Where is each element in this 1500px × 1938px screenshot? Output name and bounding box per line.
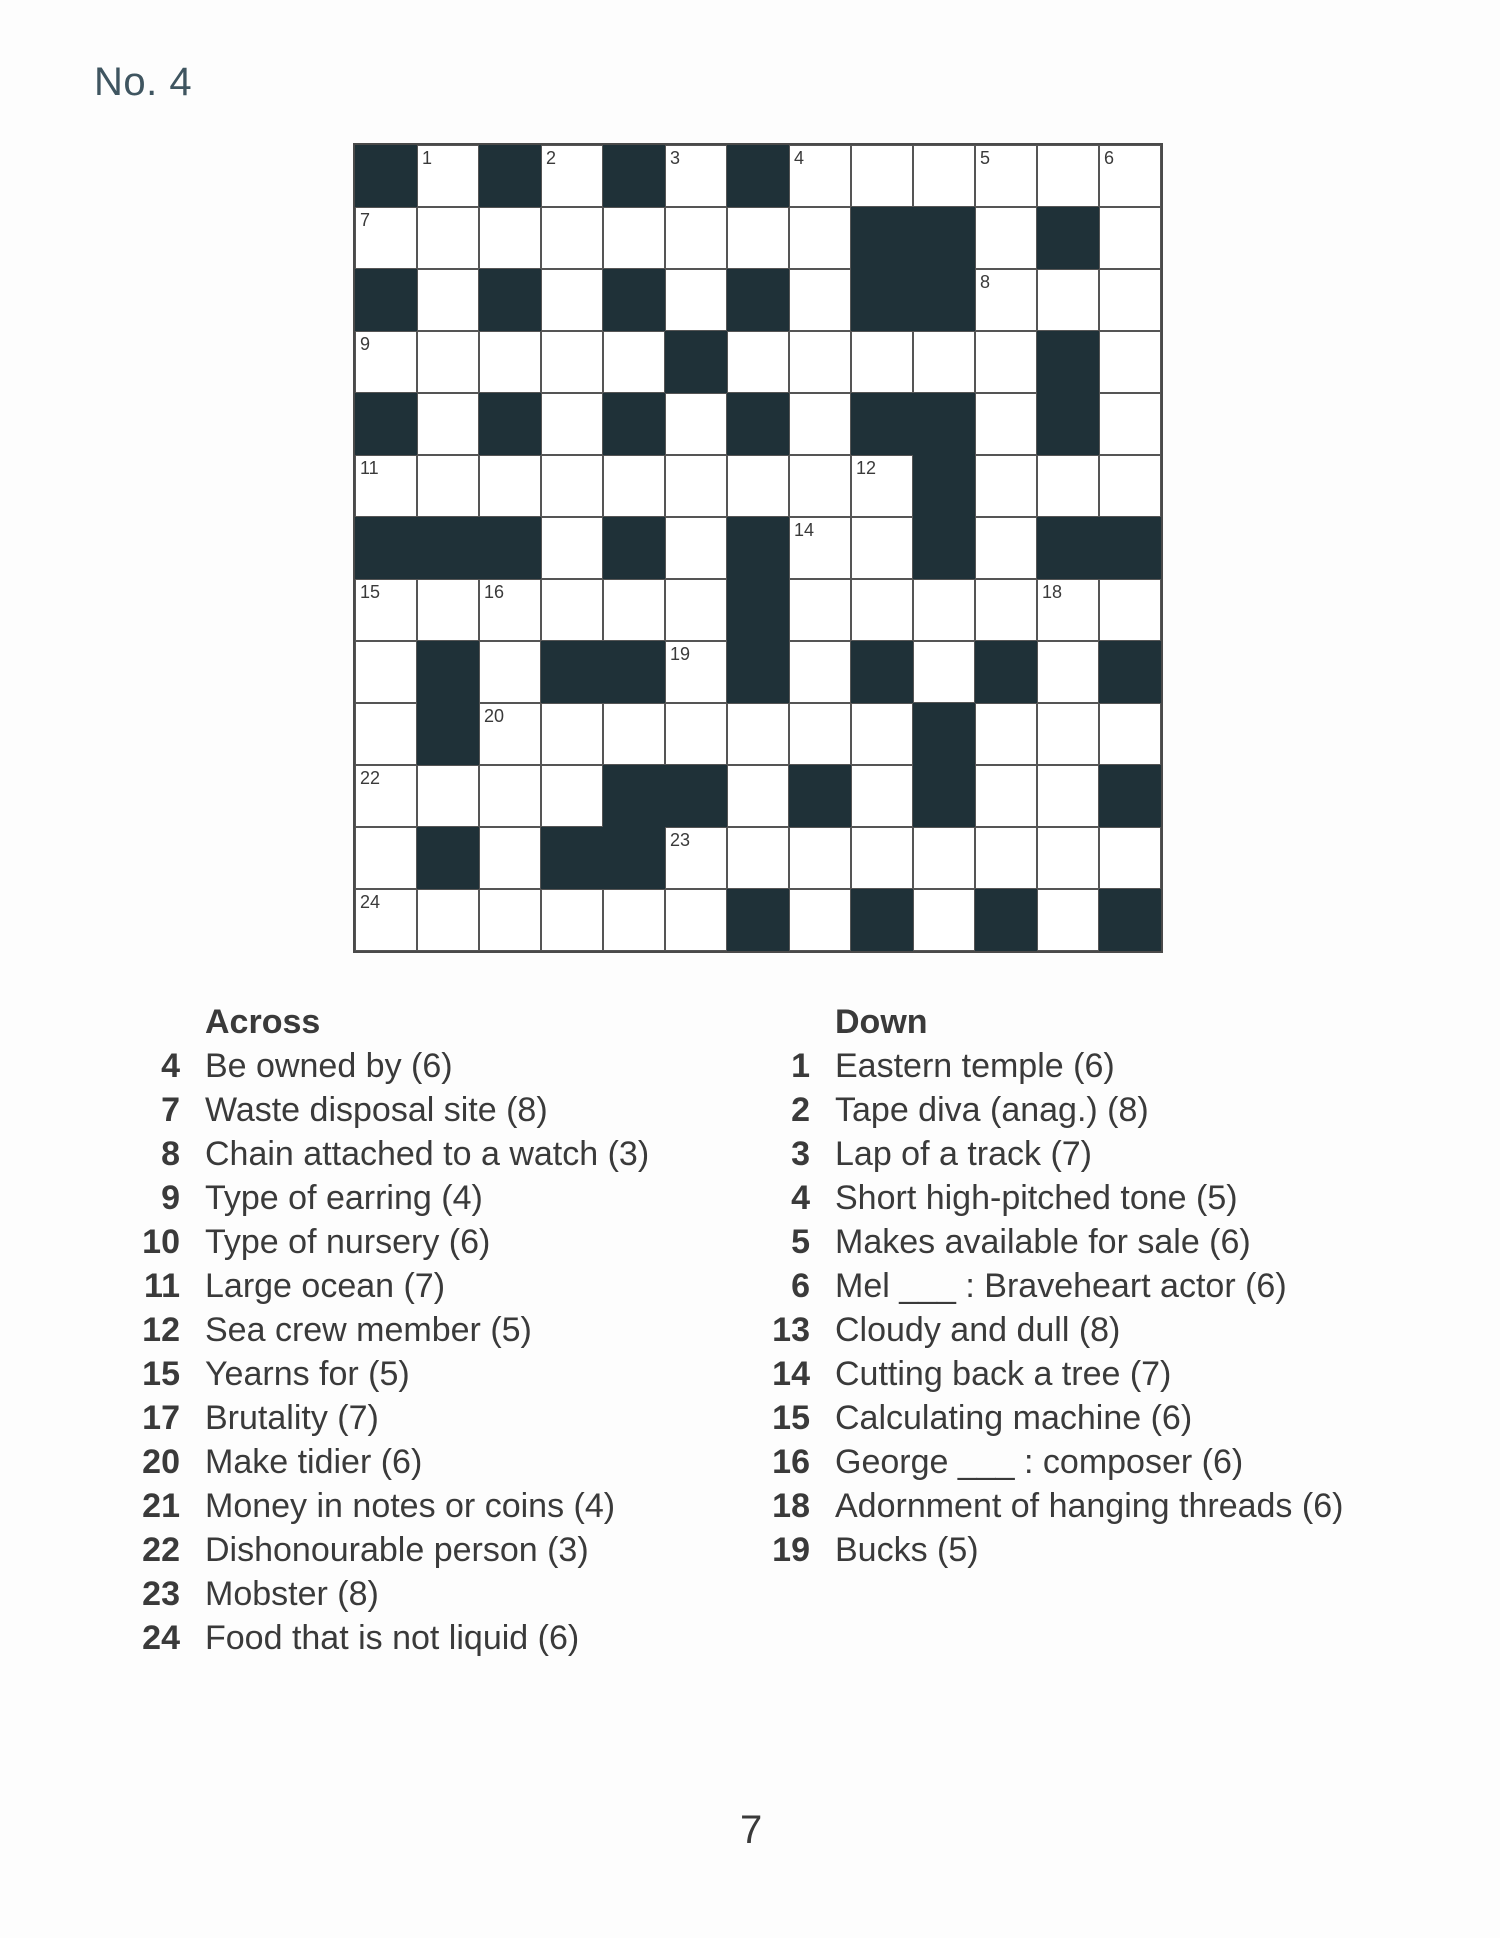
grid-cell[interactable] bbox=[975, 517, 1037, 579]
clue-number: 24 bbox=[142, 1619, 180, 1657]
across-clue bbox=[130, 1616, 690, 1660]
clue-number: 19 bbox=[772, 1531, 810, 1569]
grid-cell[interactable] bbox=[417, 331, 479, 393]
cell-number: 11 bbox=[360, 458, 379, 478]
clue-text: Food that is not liquid (6) bbox=[205, 1619, 580, 1657]
black-square bbox=[1037, 331, 1099, 393]
grid-cell[interactable] bbox=[665, 827, 727, 889]
grid-cell[interactable] bbox=[479, 889, 541, 951]
grid-cell[interactable] bbox=[789, 331, 851, 393]
grid-cell[interactable] bbox=[1099, 393, 1161, 455]
black-square bbox=[1099, 517, 1161, 579]
across-clue bbox=[130, 1176, 690, 1220]
down-clue bbox=[760, 1440, 1380, 1484]
clue-number: 16 bbox=[772, 1443, 810, 1481]
black-square bbox=[913, 207, 975, 269]
grid-cell[interactable] bbox=[727, 455, 789, 517]
grid-cell[interactable] bbox=[355, 889, 417, 951]
clue-number: 1 bbox=[791, 1047, 810, 1085]
grid-cell[interactable] bbox=[851, 455, 913, 517]
grid-cell[interactable] bbox=[479, 455, 541, 517]
grid-cell[interactable] bbox=[665, 145, 727, 207]
cell-number: 24 bbox=[360, 892, 381, 912]
black-square bbox=[603, 145, 665, 207]
black-square bbox=[913, 703, 975, 765]
grid-cell[interactable] bbox=[541, 393, 603, 455]
grid-cell[interactable] bbox=[479, 641, 541, 703]
grid-cell[interactable] bbox=[665, 579, 727, 641]
down-clue bbox=[760, 1264, 1380, 1308]
grid-cell[interactable] bbox=[1037, 827, 1099, 889]
across-clue bbox=[130, 1484, 690, 1528]
clue-text: Tape diva (anag.) (8) bbox=[835, 1091, 1149, 1129]
grid-cell[interactable] bbox=[603, 579, 665, 641]
page-number: 7 bbox=[740, 1808, 763, 1852]
cell-number: 18 bbox=[1042, 582, 1063, 602]
clue-text: Money in notes or coins (4) bbox=[205, 1487, 616, 1525]
grid-cell[interactable] bbox=[541, 145, 603, 207]
clue-number: 11 bbox=[144, 1267, 180, 1305]
grid-cell[interactable] bbox=[975, 145, 1037, 207]
black-square bbox=[1037, 393, 1099, 455]
black-square bbox=[603, 269, 665, 331]
grid-cell[interactable] bbox=[479, 579, 541, 641]
across-clue bbox=[130, 1572, 690, 1616]
grid-cell[interactable] bbox=[789, 455, 851, 517]
down-clue bbox=[760, 1352, 1380, 1396]
grid-cell[interactable] bbox=[603, 703, 665, 765]
black-square bbox=[789, 765, 851, 827]
clue-text: Makes available for sale (6) bbox=[835, 1223, 1251, 1261]
black-square bbox=[603, 827, 665, 889]
black-square bbox=[913, 269, 975, 331]
grid-cell[interactable] bbox=[665, 269, 727, 331]
grid-cell[interactable] bbox=[789, 517, 851, 579]
grid-cell[interactable] bbox=[355, 765, 417, 827]
grid-cell[interactable] bbox=[479, 331, 541, 393]
black-square bbox=[355, 393, 417, 455]
clue-text: Brutality (7) bbox=[205, 1399, 379, 1437]
down-clues bbox=[760, 1000, 1380, 1572]
clue-number: 4 bbox=[161, 1047, 180, 1085]
down-clue bbox=[760, 1396, 1380, 1440]
black-square bbox=[665, 331, 727, 393]
black-square bbox=[355, 145, 417, 207]
grid-cell[interactable] bbox=[1099, 269, 1161, 331]
black-square bbox=[975, 889, 1037, 951]
across-heading: Across bbox=[205, 1003, 321, 1041]
grid-cell[interactable] bbox=[851, 517, 913, 579]
grid-cell[interactable] bbox=[1037, 765, 1099, 827]
grid-cell[interactable] bbox=[603, 455, 665, 517]
grid-cell[interactable] bbox=[851, 145, 913, 207]
crossword-grid bbox=[353, 143, 1163, 953]
grid-cell[interactable] bbox=[355, 579, 417, 641]
grid-cell[interactable] bbox=[417, 889, 479, 951]
grid-cell[interactable] bbox=[727, 703, 789, 765]
grid-cell[interactable] bbox=[355, 331, 417, 393]
grid-cell[interactable] bbox=[1037, 145, 1099, 207]
black-square bbox=[913, 393, 975, 455]
black-square bbox=[851, 269, 913, 331]
grid-cell[interactable] bbox=[913, 641, 975, 703]
clue-text: Eastern temple (6) bbox=[835, 1047, 1115, 1085]
grid-cell[interactable] bbox=[417, 579, 479, 641]
grid-cell[interactable] bbox=[541, 765, 603, 827]
black-square bbox=[541, 641, 603, 703]
black-square bbox=[727, 393, 789, 455]
clue-text: Adornment of hanging threads (6) bbox=[835, 1487, 1344, 1525]
cell-number: 12 bbox=[856, 458, 877, 478]
black-square bbox=[913, 765, 975, 827]
cell-number: 1 bbox=[422, 148, 433, 168]
grid-cell[interactable] bbox=[1037, 889, 1099, 951]
grid-cell[interactable] bbox=[1099, 145, 1161, 207]
clue-number: 2 bbox=[791, 1091, 810, 1129]
black-square bbox=[851, 889, 913, 951]
black-square bbox=[603, 641, 665, 703]
grid-cell[interactable] bbox=[851, 765, 913, 827]
grid-cell[interactable] bbox=[789, 827, 851, 889]
clue-text: Chain attached to a watch (3) bbox=[205, 1135, 650, 1173]
grid-cell[interactable] bbox=[417, 145, 479, 207]
clue-number: 6 bbox=[791, 1267, 810, 1305]
grid-cell[interactable] bbox=[603, 207, 665, 269]
cell-number: 14 bbox=[794, 520, 815, 540]
black-square bbox=[665, 765, 727, 827]
clue-text: Calculating machine (6) bbox=[835, 1399, 1193, 1437]
clue-number: 8 bbox=[161, 1135, 180, 1173]
cell-number: 16 bbox=[484, 582, 505, 602]
down-heading: Down bbox=[835, 1003, 928, 1041]
clue-text: Be owned by (6) bbox=[205, 1047, 453, 1085]
across-clues bbox=[130, 1000, 690, 1660]
black-square bbox=[727, 889, 789, 951]
clue-number: 14 bbox=[772, 1355, 810, 1393]
grid-cell[interactable] bbox=[1037, 703, 1099, 765]
black-square bbox=[541, 827, 603, 889]
clue-number: 7 bbox=[161, 1091, 180, 1129]
clue-text: Lap of a track (7) bbox=[835, 1135, 1093, 1173]
grid-cell[interactable] bbox=[851, 579, 913, 641]
grid-cell[interactable] bbox=[355, 827, 417, 889]
grid-cell[interactable] bbox=[913, 331, 975, 393]
clue-number: 18 bbox=[772, 1487, 810, 1525]
across-clue bbox=[130, 1396, 690, 1440]
grid-cell[interactable] bbox=[975, 827, 1037, 889]
grid-cell[interactable] bbox=[665, 517, 727, 579]
clue-text: Type of nursery (6) bbox=[205, 1223, 491, 1261]
grid-cell[interactable] bbox=[789, 269, 851, 331]
down-clue bbox=[760, 1308, 1380, 1352]
grid-cell[interactable] bbox=[975, 393, 1037, 455]
across-clue bbox=[130, 1044, 690, 1088]
grid-cell[interactable] bbox=[975, 331, 1037, 393]
grid-cell[interactable] bbox=[665, 641, 727, 703]
grid-cell[interactable] bbox=[541, 517, 603, 579]
grid-cell[interactable] bbox=[975, 703, 1037, 765]
black-square bbox=[417, 827, 479, 889]
across-clue bbox=[130, 1440, 690, 1484]
black-square bbox=[479, 517, 541, 579]
across-clue bbox=[130, 1220, 690, 1264]
cell-number: 19 bbox=[670, 644, 691, 664]
clue-text: Yearns for (5) bbox=[205, 1355, 410, 1393]
clue-number: 17 bbox=[142, 1399, 180, 1437]
grid-cell[interactable] bbox=[541, 579, 603, 641]
cell-number: 20 bbox=[484, 706, 505, 726]
grid-cell[interactable] bbox=[975, 207, 1037, 269]
clue-text: Short high-pitched tone (5) bbox=[835, 1179, 1238, 1217]
across-clue bbox=[130, 1528, 690, 1572]
clue-number: 5 bbox=[791, 1223, 810, 1261]
cell-number: 6 bbox=[1104, 148, 1115, 168]
down-clue-list bbox=[760, 1044, 1380, 1572]
black-square bbox=[975, 641, 1037, 703]
across-clue bbox=[130, 1132, 690, 1176]
clue-number: 15 bbox=[772, 1399, 810, 1437]
grid-cell[interactable] bbox=[355, 455, 417, 517]
grid-cell[interactable] bbox=[417, 269, 479, 331]
clue-number: 20 bbox=[142, 1443, 180, 1481]
grid-cell[interactable] bbox=[789, 703, 851, 765]
grid-cell[interactable] bbox=[913, 145, 975, 207]
clue-text: Waste disposal site (8) bbox=[205, 1091, 548, 1129]
grid-cell[interactable] bbox=[665, 207, 727, 269]
black-square bbox=[727, 269, 789, 331]
down-clue bbox=[760, 1528, 1380, 1572]
down-clue bbox=[760, 1132, 1380, 1176]
grid-cell[interactable] bbox=[789, 207, 851, 269]
grid-cell[interactable] bbox=[1037, 455, 1099, 517]
black-square bbox=[479, 145, 541, 207]
grid-cell[interactable] bbox=[541, 455, 603, 517]
black-square bbox=[851, 393, 913, 455]
grid-cell[interactable] bbox=[541, 207, 603, 269]
grid-cell[interactable] bbox=[1037, 269, 1099, 331]
grid-cell[interactable] bbox=[851, 703, 913, 765]
grid-cell[interactable] bbox=[479, 207, 541, 269]
clue-number: 9 bbox=[161, 1179, 180, 1217]
grid-cell[interactable] bbox=[975, 455, 1037, 517]
black-square bbox=[479, 393, 541, 455]
clue-text: Cloudy and dull (8) bbox=[835, 1311, 1121, 1349]
clue-number: 10 bbox=[142, 1223, 180, 1261]
black-square bbox=[727, 517, 789, 579]
grid-cell[interactable] bbox=[603, 331, 665, 393]
grid-cell[interactable] bbox=[665, 393, 727, 455]
black-square bbox=[1037, 517, 1099, 579]
black-square bbox=[1099, 765, 1161, 827]
black-square bbox=[355, 517, 417, 579]
black-square bbox=[727, 579, 789, 641]
clue-number: 22 bbox=[142, 1531, 180, 1569]
grid-cell[interactable] bbox=[727, 827, 789, 889]
down-clue bbox=[760, 1220, 1380, 1264]
across-clue-list bbox=[130, 1044, 690, 1660]
down-clue bbox=[760, 1088, 1380, 1132]
grid-cell[interactable] bbox=[417, 207, 479, 269]
grid-cell[interactable] bbox=[789, 641, 851, 703]
grid-cell[interactable] bbox=[1099, 207, 1161, 269]
grid-cell[interactable] bbox=[541, 889, 603, 951]
grid-cell[interactable] bbox=[975, 579, 1037, 641]
black-square bbox=[851, 207, 913, 269]
cell-number: 23 bbox=[670, 830, 691, 850]
grid-cell[interactable] bbox=[1099, 331, 1161, 393]
grid-cell[interactable] bbox=[355, 703, 417, 765]
grid-cell[interactable] bbox=[789, 889, 851, 951]
cell-number: 8 bbox=[980, 272, 991, 292]
grid-cell[interactable] bbox=[727, 207, 789, 269]
cell-number: 15 bbox=[360, 582, 381, 602]
grid-cell[interactable] bbox=[541, 331, 603, 393]
grid-cell[interactable] bbox=[727, 765, 789, 827]
grid-cell[interactable] bbox=[355, 641, 417, 703]
grid-cell[interactable] bbox=[975, 765, 1037, 827]
clue-text: Type of earring (4) bbox=[205, 1179, 483, 1217]
puzzle-title: No. 4 bbox=[94, 60, 193, 104]
across-clue bbox=[130, 1088, 690, 1132]
grid-cell[interactable] bbox=[789, 579, 851, 641]
grid-cell[interactable] bbox=[541, 703, 603, 765]
cell-number: 22 bbox=[360, 768, 381, 788]
clue-text: Bucks (5) bbox=[835, 1531, 979, 1569]
black-square bbox=[913, 517, 975, 579]
grid-cell[interactable] bbox=[789, 145, 851, 207]
clue-number: 23 bbox=[142, 1575, 180, 1613]
black-square bbox=[417, 641, 479, 703]
clue-number: 4 bbox=[791, 1179, 810, 1217]
down-clue bbox=[760, 1044, 1380, 1088]
clue-text: Sea crew member (5) bbox=[205, 1311, 532, 1349]
clue-number: 15 bbox=[142, 1355, 180, 1393]
clue-text: Large ocean (7) bbox=[205, 1267, 446, 1305]
black-square bbox=[913, 455, 975, 517]
grid-cell[interactable] bbox=[417, 765, 479, 827]
grid-cell[interactable] bbox=[479, 765, 541, 827]
grid-cell[interactable] bbox=[355, 207, 417, 269]
black-square bbox=[727, 145, 789, 207]
grid-cell[interactable] bbox=[913, 827, 975, 889]
black-square bbox=[417, 703, 479, 765]
black-square bbox=[479, 269, 541, 331]
black-square bbox=[1099, 641, 1161, 703]
grid-cell[interactable] bbox=[1099, 827, 1161, 889]
black-square bbox=[417, 517, 479, 579]
clue-text: Dishonourable person (3) bbox=[205, 1531, 589, 1569]
clue-text: George ___ : composer (6) bbox=[835, 1443, 1244, 1481]
grid-cell[interactable] bbox=[851, 331, 913, 393]
grid-cell[interactable] bbox=[417, 393, 479, 455]
clue-number: 13 bbox=[772, 1311, 810, 1349]
grid-cell[interactable] bbox=[1099, 703, 1161, 765]
cell-number: 2 bbox=[546, 148, 557, 168]
down-clue bbox=[760, 1176, 1380, 1220]
black-square bbox=[1037, 207, 1099, 269]
cell-number: 7 bbox=[360, 210, 371, 230]
grid-cell[interactable] bbox=[1037, 579, 1099, 641]
grid-cell[interactable] bbox=[1037, 641, 1099, 703]
clue-number: 12 bbox=[142, 1311, 180, 1349]
grid-cell[interactable] bbox=[727, 331, 789, 393]
grid-cell[interactable] bbox=[1099, 455, 1161, 517]
grid-cell[interactable] bbox=[603, 889, 665, 951]
cell-number: 9 bbox=[360, 334, 371, 354]
black-square bbox=[603, 765, 665, 827]
black-square bbox=[1099, 889, 1161, 951]
across-clue bbox=[130, 1308, 690, 1352]
cell-number: 3 bbox=[670, 148, 681, 168]
clue-text: Cutting back a tree (7) bbox=[835, 1355, 1172, 1393]
cell-number: 5 bbox=[980, 148, 991, 168]
grid-cell[interactable] bbox=[541, 269, 603, 331]
grid-cell[interactable] bbox=[913, 889, 975, 951]
clue-number: 21 bbox=[142, 1487, 180, 1525]
black-square bbox=[727, 641, 789, 703]
clue-text: Make tidier (6) bbox=[205, 1443, 423, 1481]
grid-cell[interactable] bbox=[851, 827, 913, 889]
grid-cell[interactable] bbox=[665, 455, 727, 517]
cell-number: 4 bbox=[794, 148, 805, 168]
grid-cell[interactable] bbox=[665, 703, 727, 765]
grid-cell[interactable] bbox=[417, 455, 479, 517]
black-square bbox=[851, 641, 913, 703]
clue-text: Mel ___ : Braveheart actor (6) bbox=[835, 1267, 1287, 1305]
grid-cell[interactable] bbox=[975, 269, 1037, 331]
black-square bbox=[355, 269, 417, 331]
black-square bbox=[603, 393, 665, 455]
black-square bbox=[603, 517, 665, 579]
grid-cell[interactable] bbox=[665, 889, 727, 951]
grid-cell[interactable] bbox=[479, 827, 541, 889]
grid-cell[interactable] bbox=[1099, 579, 1161, 641]
clue-number: 3 bbox=[791, 1135, 810, 1173]
down-clue bbox=[760, 1484, 1380, 1528]
across-clue bbox=[130, 1264, 690, 1308]
grid-cell[interactable] bbox=[913, 579, 975, 641]
across-clue bbox=[130, 1352, 690, 1396]
grid-cell[interactable] bbox=[789, 393, 851, 455]
clue-text: Mobster (8) bbox=[205, 1575, 379, 1613]
grid-cell[interactable] bbox=[479, 703, 541, 765]
